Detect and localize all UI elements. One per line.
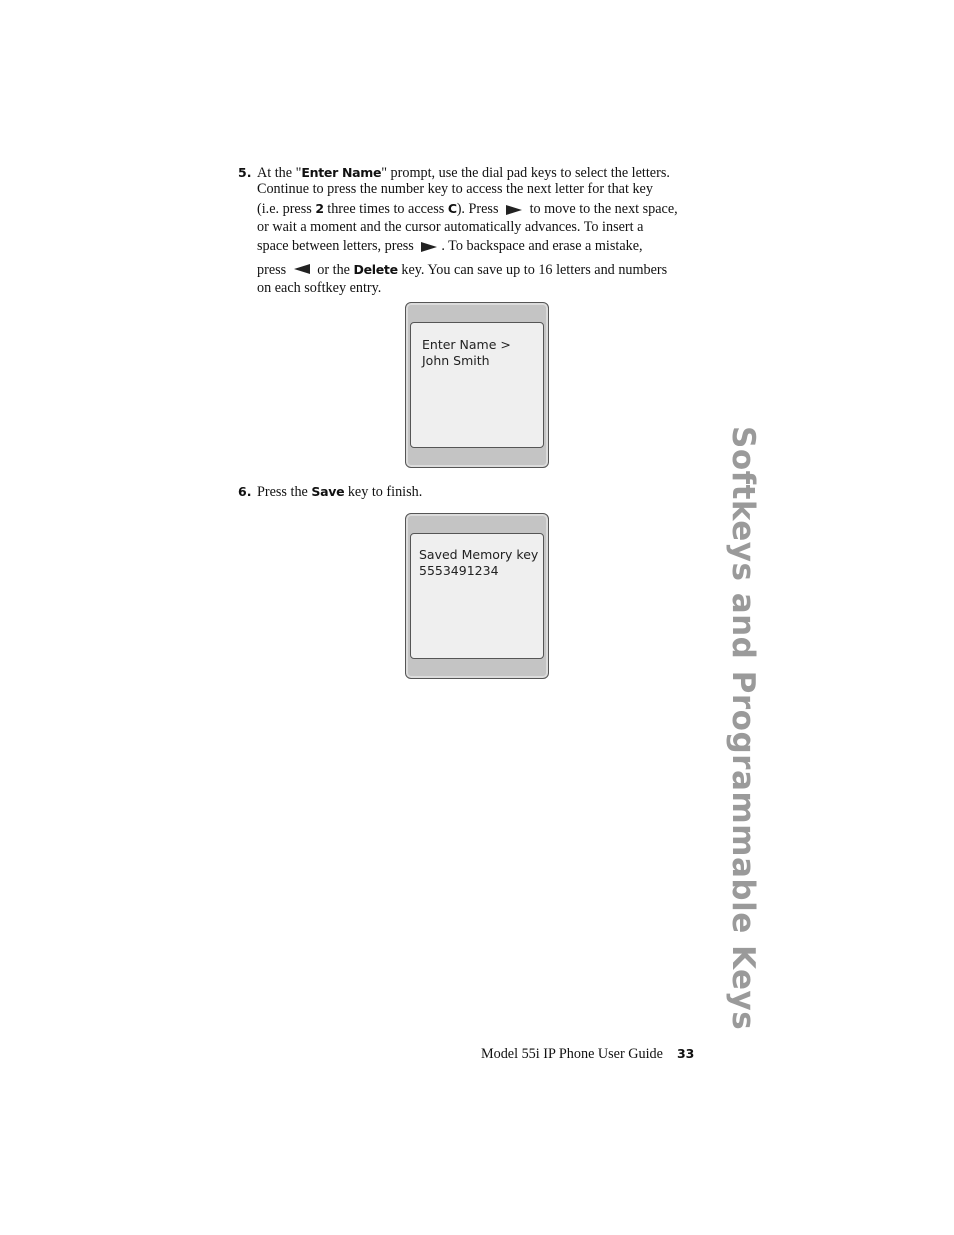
- step-number: 5.: [238, 165, 252, 180]
- step-number: 6.: [238, 484, 252, 499]
- page-footer: [481, 1046, 694, 1063]
- save-key-term: Save: [311, 484, 345, 499]
- enter-name-term: Enter Name: [301, 165, 382, 180]
- step5-line: Continue to press the number key to access the next letter for that key: [257, 181, 653, 197]
- phone-display-saved: [405, 513, 549, 679]
- step5-line: At the "Enter Name" prompt, use the dial pad keys to select the letters.: [257, 165, 670, 181]
- step5-line: space between letters, press . To backspace and erase a mistake,: [257, 238, 643, 254]
- step5-line: on each softkey entry.: [257, 280, 382, 296]
- lcd-text: [422, 337, 511, 368]
- step-body: [257, 483, 718, 501]
- lcd-screen: [410, 533, 544, 659]
- step6-line: Press the Save key to finish.: [257, 484, 423, 500]
- lcd-line-2: John Smith: [422, 352, 490, 368]
- step5-line: (i.e. press 2 three times to access C). Press to move to the next space,: [257, 201, 678, 217]
- lcd-screen: [410, 322, 544, 448]
- right-arrow-key-icon: [421, 242, 437, 252]
- page-number: 33: [676, 1046, 695, 1061]
- step5-line: or wait a moment and the cursor automatically advances. To insert a: [257, 219, 644, 235]
- chapter-side-title: [725, 420, 765, 1031]
- right-arrow-key-icon: [506, 205, 522, 215]
- step-5: [238, 164, 718, 297]
- step-6: [238, 483, 718, 501]
- left-arrow-key-icon: [294, 264, 310, 274]
- lcd-line-1: Enter Name >: [422, 337, 511, 352]
- step5-line: press or the Delete key. You can save up to 16 letters and numbers: [257, 262, 668, 278]
- delete-key-term: Delete: [353, 262, 398, 277]
- lcd-line-1: Saved Memory key: [419, 547, 539, 562]
- chapter-title-text: Softkeys and Programmable Keys: [725, 426, 761, 1031]
- lcd-line-2: 5553491234: [419, 562, 499, 578]
- phone-display-enter-name: [405, 302, 549, 468]
- letter-c-term: C: [447, 201, 457, 216]
- lcd-text: [419, 547, 538, 578]
- guide-title: Model 55i IP Phone User Guide: [481, 1046, 663, 1062]
- key-2-term: 2: [315, 201, 324, 216]
- step-body: [257, 164, 718, 297]
